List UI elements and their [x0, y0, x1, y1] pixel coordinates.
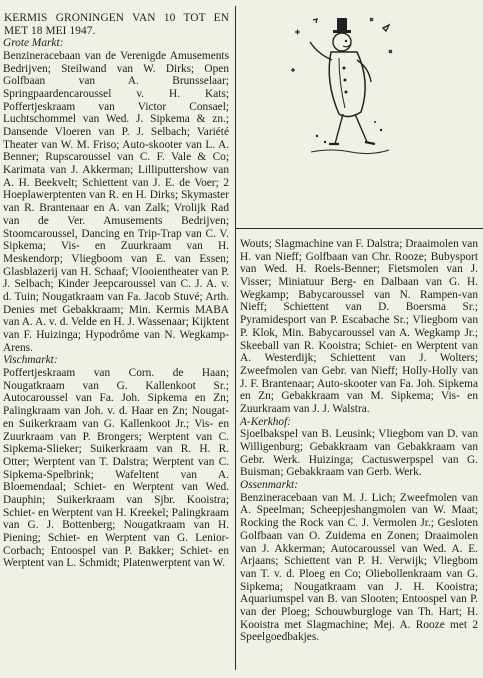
section-text: Sjoelbakspel van B. Leusink; Vliegbom van D. van Willigenburg; Gebakkraam van Gebakkraam van Gebr. Werk. Huizinga; Cactuswerpspel van G. Buisman; Gebakkraam van Gerb. Werk.: [240, 428, 478, 479]
section-ossenmarkt: [240, 479, 478, 644]
section-vischmarkt: [3, 354, 229, 570]
section-text: Benzineracebaan van M. J. Lich; Zweefmolen van A. Speelman; Scheepjeshangmolen van W. Maat; Rocking the Rock van C. J. Vermolen Jr.; Gesloten Golfbaan van O. Zuidema en Zonen; Draaimolen van J. Akkerman; Autocaroussel van Wed. A. E. Arjaans; Schiettent van P. H. Verwijk; Vliegbom van T. v. d. Ploeg en Co; Oliebollenkraam van G. Sipkema; Nougatkraam van J. H. Kooistra; Aquariumspel van B. van Slooten; Entoospel van P. van der Ploeg; Schouwburgloge van Th. Hart; H. Kooistra met Slagmachine; Mej. A. Rooze met 2 Speelgoedbakjes.: [240, 491, 478, 644]
section-a-kerkhof: [240, 416, 478, 479]
section-heading: Vischmarkt:: [3, 354, 58, 367]
section-text: Poffertjeskraam van Corn. de Haan; Nougatkraam van G. Kallenkoot Sr.; Autocaroussel van Fa. Joh. Sipkema en Zn; Palingkraam van Joh. v. d. Haar en Zn; Nougat- en Suikerkraam van G. Kallenkoot Jr.; Vis- en Zuurkraam van P. Brongers; Werptent van C. Sipkema-Slieker; Suikerkraam van R. H. R. Otter; Werptent van T. Dalstra; Werptent van C. Sipkema-Spelbrink; Wafeltent van A. Bloemendaal; Schiet- en Werptent van Wed. Dauphin; Suikerkraam van Sjbr. Kooistra; Schiet- en Werptent van H. Kreekel; Palingkraam van G. J. Bottenberg; Nougatkraam van H. Piening; Schiet- en Werptent van G. Lenior-Corbach; Entoospel van P. Bakker; Schiet- en Werptent van L. Schmidt; Platenwerptent van W.: [3, 367, 229, 570]
column-divider-horizontal: [235, 228, 483, 229]
section-text: Benzineracebaan van de Verenigde Amusements Bedrijven; Steilwand van W. Dirks; Open Golfbaan van A. Brunsselaar; Springpaardencaroussel v. H. Kats; Poffertjeskraam van Victor Consael; Luchtschommel van Wed. J. Sipkema & zn.; Dansende Vloeren van P. J. Selbach; Variété Theater van W. M. Friso; Auto-skooter van L. A. Benner; Rupscaroussel van C. F. Vale & Co; Karimata van J. Akkerman; Lilliputtershow van A. H. Beekvelt; Schiettent van J. E. de Voer; 2 Hoeplawerptenten van R. en H. Dirks; Skymaster van R. Brantenaar en A. van Zalk; Vrolijk Rad van de Ver. Amusements Bedrijven; Stoomcaroussel, Dancing en Trip-Trap van C. V. Sipkema; Vis- en Zuurkraam van H. Meskendorp; Vliegboom van E. van Essen; Glasblazerij van H. Schaaf; Vlooientheater van P. J. Selbach; Kinder Jeepcaroussel van C. J. A. v. d. Tuin; Nougatkraam van Fa. Jacob Stuvé; Arth. Denies met Gebakkraam; Min. Kermis MABA van A. A. v. d. Velde en H. J. Wassenaar; Kijktent van F. Huizinga; Hypodrôme van N. Wegkamp-Arens.: [3, 49, 229, 354]
article-title: KERMIS GRONINGEN VAN 10 TOT EN MET 18 MEI 1947.: [4, 12, 229, 37]
clown-figure-icon: [285, 10, 395, 160]
section-heading: Ossenmarkt:: [240, 479, 298, 492]
column-divider-vertical: [235, 6, 236, 670]
left-column: [3, 0, 229, 570]
section-heading: A-Kerkhof:: [240, 415, 292, 428]
continued-text: Wouts; Slagmachine van F. Dalstra; Draaimolen van H. van Nieff; Golfbaan van Chr. Rooze; Bubysport van Wed. H. Roels-Benner; Fietsmolen van J. Visser; Miniatuur Berg- en Dalbaan van G. H. Wegkamp; Babycaroussel van N. Rampen-van Nieff; Schiettent van D. Boersma Sr.; Pyramidesport van P. Escabache Sr.; Vliegbom van P. Klok, Min. Babycaroussel van A. Wegkamp Jr.; Skeeball van R. Kooistra; Schiet- en Werptent van A. Westerdijk; Schiettent van J. Wolters; Zweefmolen van Gebr. van Nieff; Holly-Holly van J. F. Brantenaar; Auto-skooter van Fa. Joh. Sipkema en Zn; Gebakkraam van M. Sipkema; Vis- en Zuurkraam van J. J. Walstra.: [240, 238, 478, 415]
section-grote-markt: [3, 37, 229, 354]
section-heading: Grote Markt:: [3, 37, 64, 50]
right-column: [240, 238, 478, 644]
